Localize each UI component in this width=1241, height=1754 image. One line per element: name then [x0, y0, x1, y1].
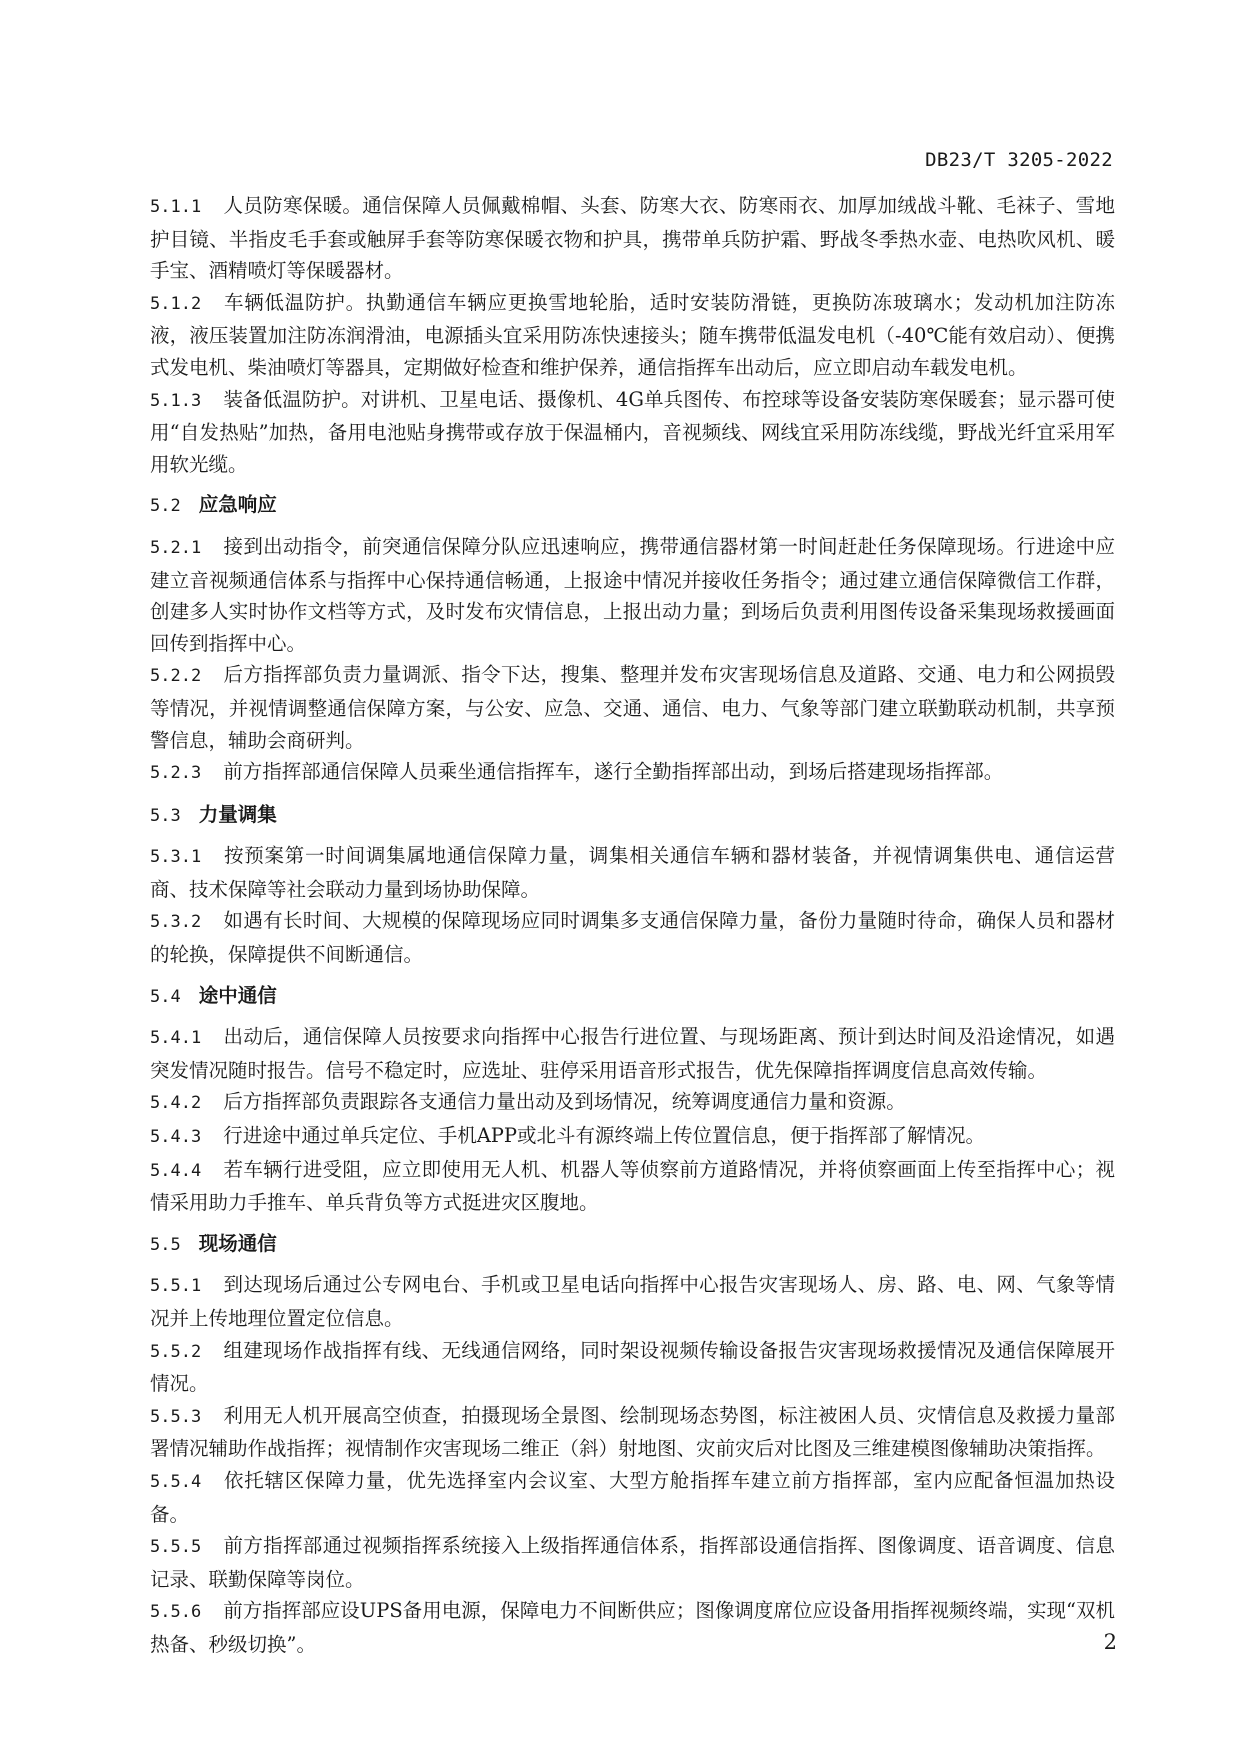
section-title: 途中通信: [198, 983, 277, 1007]
section-heading-5-2: [150, 489, 1115, 523]
clause-5-5-3: [150, 1400, 1115, 1465]
clause-number: 5.3.2: [150, 912, 202, 933]
clause-number: 5.2.2: [150, 666, 202, 687]
document-body: [150, 190, 1115, 1661]
clause-5-5-4: [150, 1465, 1115, 1530]
clause-number: 5.5.4: [150, 1471, 202, 1492]
clause-text: 行进途中通过单兵定位、手机APP或北斗有源终端上传位置信息，便于指挥部了解情况。: [223, 1124, 986, 1148]
clause-text: 出动后，通信保障人员按要求向指挥中心报告行进位置、与现场距离、预计到达时间及沿途情况，如遇突发情况随时报告。信号不稳定时，应选址、驻停采用语音形式报告，优先保障指挥调度信息高效传输。: [150, 1025, 1115, 1082]
section-heading-5-4: [150, 980, 1115, 1014]
clause-number: 5.5.6: [150, 1602, 202, 1623]
section-number: 5.2: [150, 496, 181, 517]
clause-text: 利用无人机开展高空侦查，拍摄现场全景图、绘制现场态势图，标注被困人员、灾情信息及救援力量部署情况辅助作战指挥；视情制作灾害现场二维正（斜）射地图、灾前灾后对比图及三维建模图像辅助决策指挥。: [150, 1403, 1115, 1461]
clause-5-3-1: [150, 840, 1115, 905]
clause-text: 到达现场后通过公专网电台、手机或卫星电话向指挥中心报告灾害现场人、房、路、电、网、气象等情况并上传地理位置定位信息。: [150, 1273, 1115, 1330]
section-title: 应急响应: [198, 493, 277, 517]
clause-5-2-1: [150, 531, 1115, 659]
clause-number: 5.4.4: [150, 1160, 202, 1181]
clause-text: 前方指挥部应设UPS备用电源，保障电力不间断供应；图像调度席位应设备用指挥视频终端，实现“双机热备、秒级切换”。: [150, 1599, 1115, 1656]
clause-5-1-1: [150, 190, 1115, 287]
document-code: DB23/T 3205-2022: [925, 149, 1113, 171]
section-title: 现场通信: [198, 1231, 277, 1255]
section-title: 力量调集: [198, 802, 277, 826]
clause-text: 依托辖区保障力量，优先选择室内会议室、大型方舱指挥车建立前方指挥部，室内应配备恒温加热设备。: [150, 1468, 1115, 1526]
clause-text: 若车辆行进受阻，应立即使用无人机、机器人等侦察前方道路情况，并将侦察画面上传至指挥中心；视情采用助力手推车、单兵背负等方式挺进灾区腹地。: [150, 1157, 1115, 1215]
clause-5-1-2: [150, 287, 1115, 384]
clause-number: 5.2.3: [150, 763, 202, 784]
clause-text: 如遇有长时间、大规模的保障现场应同时调集多支通信保障力量，备份力量随时待命，确保人员和器材的轮换，保障提供不间断通信。: [150, 909, 1115, 967]
clause-number: 5.3.1: [150, 847, 202, 868]
clause-5-3-2: [150, 905, 1115, 970]
clause-number: 5.4.2: [150, 1093, 202, 1114]
clause-5-4-2: [150, 1086, 1115, 1120]
clause-5-4-4: [150, 1154, 1115, 1219]
section-number: 5.5: [150, 1234, 181, 1255]
clause-text: 装备低温防护。对讲机、卫星电话、摄像机、4G单兵图传、布控球等设备安装防寒保暖套；显示器可使用“自发热贴”加热，备用电池贴身携带或存放于保温桶内，音视频线、网线宜采用防冻线缆，野战光纤宜采用军用软光缆。: [150, 387, 1115, 476]
clause-text: 后方指挥部负责力量调派、指令下达，搜集、整理并发布灾害现场信息及道路、交通、电力和公网损毁等情况，并视情调整通信保障方案，与公安、应急、交通、通信、电力、气象等部门建立联勤联动机制，共享预警信息，辅助会商研判。: [150, 663, 1115, 752]
clause-text: 人员防寒保暖。通信保障人员佩戴棉帽、头套、防寒大衣、防寒雨衣、加厚加绒战斗靴、毛袜子、雪地护目镜、半指皮毛手套或触屏手套等防寒保暖衣物和护具，携带单兵防护霜、野战冬季热水壶、电热吹风机、暖手宝、酒精喷灯等保暖器材。: [150, 194, 1115, 283]
section-number: 5.3: [150, 805, 181, 826]
clause-5-5-6: [150, 1595, 1115, 1660]
clause-5-5-2: [150, 1335, 1115, 1400]
clause-number: 5.1.1: [150, 197, 202, 217]
clause-text: 前方指挥部通过视频指挥系统接入上级指挥通信体系，指挥部设通信指挥、图像调度、语音调度、信息记录、联勤保障等岗位。: [150, 1534, 1115, 1591]
clause-number: 5.4.1: [150, 1028, 202, 1049]
clause-5-1-3: [150, 384, 1115, 481]
clause-number: 5.1.3: [150, 390, 202, 411]
clause-number: 5.1.2: [150, 293, 202, 314]
clause-text: 组建现场作战指挥有线、无线通信网络，同时架设视频传输设备报告灾害现场救援情况及通信保障展开情况。: [150, 1338, 1115, 1396]
clause-5-2-2: [150, 659, 1115, 756]
section-heading-5-3: [150, 799, 1115, 833]
clause-text: 前方指挥部通信保障人员乘坐通信指挥车，遂行全勤指挥部出动，到场后搭建现场指挥部。: [223, 760, 1004, 784]
page-number: 2: [1103, 1630, 1117, 1654]
clause-5-5-5: [150, 1530, 1115, 1595]
clause-number: 5.4.3: [150, 1127, 202, 1148]
clause-number: 5.5.3: [150, 1406, 202, 1427]
clause-text: 按预案第一时间调集属地通信保障力量，调集相关通信车辆和器材装备，并视情调集供电、通信运营商、技术保障等社会联动力量到场协助保障。: [150, 844, 1115, 901]
clause-5-2-3: [150, 756, 1115, 790]
clause-5-4-1: [150, 1021, 1115, 1086]
clause-number: 5.2.1: [150, 537, 202, 558]
clause-number: 5.5.2: [150, 1341, 202, 1362]
clause-text: 后方指挥部负责跟踪各支通信力量出动及到场情况，统筹调度通信力量和资源。: [223, 1090, 906, 1114]
clause-number: 5.5.5: [150, 1537, 202, 1558]
section-number: 5.4: [150, 986, 181, 1007]
clause-text: 接到出动指令，前突通信保障分队应迅速响应，携带通信器材第一时间赶赴任务保障现场。行进途中应建立音视频通信体系与指挥中心保持通信畅通，上报途中情况并接收任务指令；通过建立通信保障微信工作群，创建多人实时协作文档等方式，及时发布灾情信息，上报出动力量；到场后负责利用图传设备采集现场救援画面回传到指挥中心。: [150, 534, 1115, 655]
clause-text: 车辆低温防护。执勤通信车辆应更换雪地轮胎，适时安装防滑链，更换防冻玻璃水；发动机加注防冻液，液压装置加注防冻润滑油，电源插头宜采用防冻快速接头；随车携带低温发电机（-40℃能有效启动）、便携式发电机、柴油喷灯等器具，定期做好检查和维护保养，通信指挥车出动后，应立即启动车载发电机。: [150, 290, 1115, 379]
clause-5-5-1: [150, 1269, 1115, 1334]
section-heading-5-5: [150, 1228, 1115, 1262]
clause-number: 5.5.1: [150, 1276, 202, 1297]
clause-5-4-3: [150, 1120, 1115, 1154]
